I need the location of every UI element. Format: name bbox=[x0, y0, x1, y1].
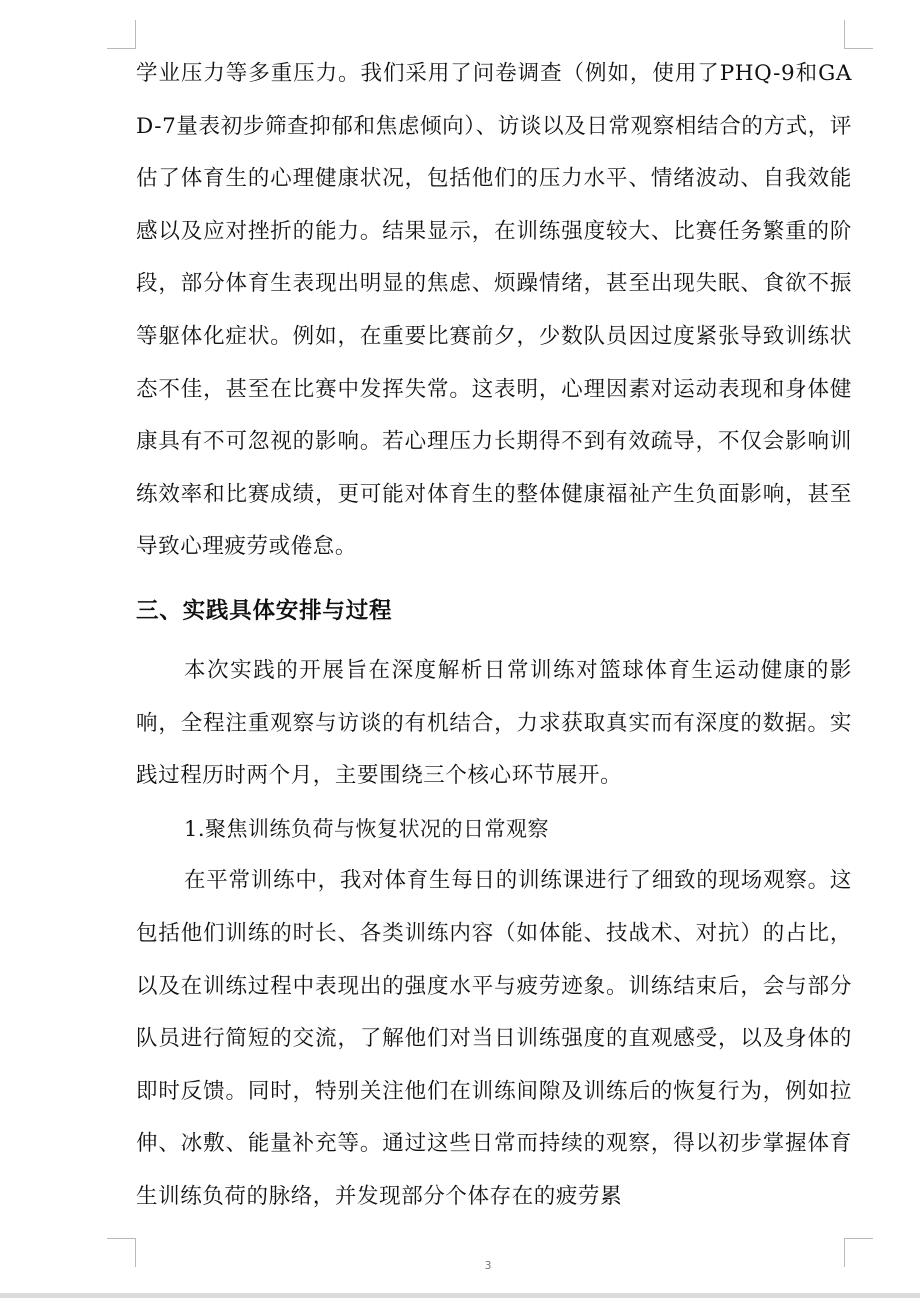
document-body bbox=[136, 48, 852, 1223]
paragraph-intro: 本次实践的开展旨在深度解析日常训练对篮球体育生运动健康的影响，全程注重观察与访谈的有机结合，力求获取真实而有深度的数据。实践过程历时两个月，主要围绕三个核心环节展开。 bbox=[136, 657, 852, 789]
crop-mark-top-left bbox=[107, 20, 136, 49]
crop-mark-top-right bbox=[844, 20, 873, 49]
section-heading: 三、实践具体安排与过程 bbox=[136, 597, 393, 624]
page-number: 3 bbox=[484, 1259, 492, 1272]
subheading-observation: 1.聚焦训练负荷与恢复状况的日常观察 bbox=[184, 816, 550, 841]
page-bottom-edge bbox=[0, 1293, 920, 1298]
paragraph-mental-health: 学业压力等多重压力。我们采用了问卷调查（例如，使用了PHQ-9和GAD-7量表初步筛查抑郁和焦虑倾向）、访谈以及日常观察相结合的方式，评估了体育生的心理健康状况，包括他们的压力水平、情绪波动、自我效能感以及应对挫折的能力。结果显示，在训练强度较大、比赛任务繁重的阶段，部分体育生表现出明显的焦虑、烦躁情绪，甚至出现失眠、食欲不振等躯体化症状。例如，在重要比赛前夕，少数队员因过度紧张导致训练状态不佳，甚至在比赛中发挥失常。这表明，心理因素对运动表现和身体健康具有不可忽视的影响。若心理压力长期得不到有效疏导，不仅会影响训练效率和比赛成绩，更可能对体育生的整体健康福祉产生负面影响，甚至导致心理疲劳或倦怠。 bbox=[136, 61, 852, 560]
paragraph-observation: 在平常训练中，我对体育生每日的训练课进行了细致的现场观察。这包括他们训练的时长、各类训练内容（如体能、技战术、对抗）的占比，以及在训练过程中表现出的强度水平与疲劳迹象。训练结束后，会与部分队员进行简短的交流，了解他们对当日训练强度的直观感受，以及身体的即时反馈。同时，特别关注他们在训练间隙及训练后的恢复行为，例如拉伸、冰敷、能量补充等。通过这些日常而持续的观察，得以初步掌握体育生训练负荷的脉络，并发现部分个体存在的疲劳累 bbox=[136, 868, 852, 1209]
